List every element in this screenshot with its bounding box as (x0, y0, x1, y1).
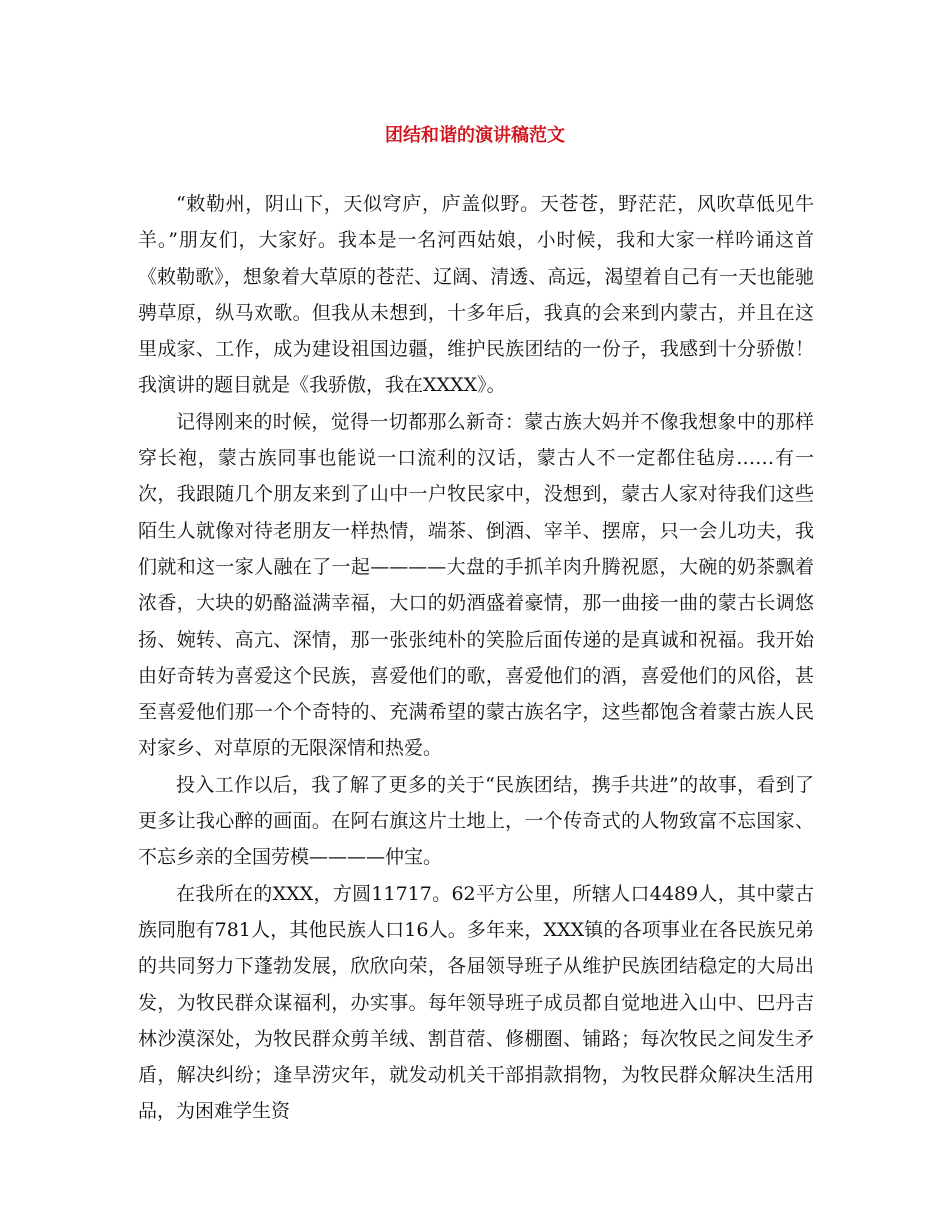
document-body (138, 186, 814, 1130)
document-title: 团结和谐的演讲稿范文 (385, 125, 565, 146)
paragraph-3: 投入工作以后，我了解了更多的关于“民族团结，携手共进”的故事，看到了更多让我心醉的画面。在阿右旗这片土地上，一个传奇式的人物致富不忘国家、不忘乡亲的全国劳模————仲宝。 (138, 773, 814, 869)
paragraph-2: 记得刚来的时候，觉得一切都那么新奇：蒙古族大妈并不像我想象中的那样穿长袍，蒙古族同事也能说一口流利的汉话，蒙古人不一定都住毡房……有一次，我跟随几个朋友来到了山中一户牧民家中，没想到，蒙古人家对待我们这些陌生人就像对待老朋友一样热情，端茶、倒酒、宰羊、摆席，只一会儿功夫，我们就和这一家人融在了一起————大盘的手抓羊肉升腾祝愿，大碗的奶茶飘着浓香，大块的奶酪溢满幸福，大口的奶酒盛着豪情，那一曲接一曲的蒙古长调悠扬、婉转、高亢、深情，那一张张纯朴的笑脸后面传递的是真诚和祝福。我开始由好奇转为喜爱这个民族，喜爱他们的歌，喜爱他们的酒，喜爱他们的风俗，甚至喜爱他们那一个个奇特的、充满希望的蒙古族名字，这些都饱含着蒙古族人民对家乡、对草原的无限深情和热爱。 (138, 410, 814, 760)
paragraph-1: “敕勒州，阴山下，天似穹庐，庐盖似野。天苍苍，野茫茫，风吹草低见牛羊。”朋友们，大家好。我本是一名河西姑娘，小时候，我和大家一样吟诵这首《敕勒歌》，想象着大草原的苍茫、辽阔、清透、高远，渴望着自己有一天也能驰骋草原，纵马欢歌。但我从未想到，十多年后，我真的会来到内蒙古，并且在这里成家、工作，成为建设祖国边疆，维护民族团结的一份子，我感到十分骄傲！我演讲的题目就是《我骄傲，我在XXXX》。 (138, 193, 814, 397)
paragraph-4: 在我所在的XXX，方圆11717。62平方公里，所辖人口4489人，其中蒙古族同胞有781人，其他民族人口16人。多年来，XXX镇的各项事业在各民族兄弟的共同努力下蓬勃发展，欣欣向荣，各届领导班子从维护民族团结稳定的大局出发，为牧民群众谋福利，办实事。每年领导班子成员都自觉地进入山中、巴丹吉林沙漠深处，为牧民群众剪羊绒、割苜蓿、修棚圈、铺路；每次牧民之间发生矛盾，解决纠纷；逢旱涝灾年，就发动机关干部捐款捐物，为牧民群众解决生活用品，为困难学生资 (138, 882, 814, 1123)
